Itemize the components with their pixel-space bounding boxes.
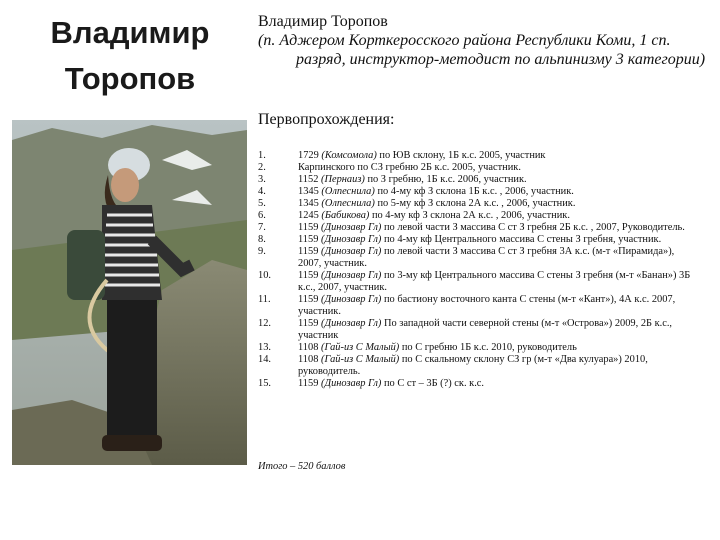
list-item [258,150,698,162]
list-item [258,270,698,294]
section-title: Первопрохождения: [258,111,395,128]
list-item-text: 1245 (Бабикова) по 4-му кф З склона 2А к.с. , 2006, участник. [298,210,570,221]
list-item-number: 4. [258,186,266,197]
list-item-number: 13. [258,342,271,353]
person-description: (п. Аджером Корткеросского района Республики Коми, 1 сп. разряд, инструктор-методист по альпинизму 3 категории) [258,32,706,68]
routes-list [258,150,698,390]
list-item-text: 1159 (Динозавр Гл) по левой части З массива С ст З гребня 3А к.с. (м-т «Пирамида»), 2007, участник. [298,246,675,269]
list-item [258,342,698,354]
list-item-number: 7. [258,222,266,233]
list-item [258,186,698,198]
list-item-text: 1159 (Динозавр Гл) по 3-му кф Центрального массива С стены З гребня (м-т «Банан») 3Б к.с., 2007, участник. [298,270,691,293]
list-item [258,174,698,186]
list-item [258,210,698,222]
climber-legs [107,300,157,440]
list-item-text: 1345 (Олпеснила) по 5-му кф З склона 2А к.с. , 2006, участник. [298,198,576,209]
list-item-text: Карпинского по СЗ гребню 2Б к.с. 2005, участник. [298,162,521,173]
list-item-text: 1152 (Пернаиз) по З гребню, 1Б к.с. 2006, участник. [298,174,527,185]
climber-photo [12,120,247,465]
slide-title-line1: Владимир [50,15,210,50]
list-item [258,162,698,174]
list-item-text: 1159 (Динозавр Гл) По западной части северной стены (м-т «Острова») 2009, 2Б к.с., участник [298,318,673,341]
list-item-number: 2. [258,162,266,173]
list-item-number: 1. [258,150,266,161]
list-item-text: 1159 (Динозавр Гл) по левой части З массива С ст З гребня 2Б к.с. , 2007, Руководитель. [298,222,685,233]
list-item [258,234,698,246]
list-item-text: 1729 (Комсомола) по ЮВ склону, 1Б к.с. 2005, участник [298,150,546,161]
list-item-number: 8. [258,234,266,245]
list-item-number: 15. [258,378,271,389]
list-item-number: 9. [258,246,266,257]
list-item-text: 1108 (Гай-из С Малый) по С скальному склону СЗ гр (м-т «Два кулуара») 2010, руководитель. [298,354,648,377]
person-name: Владимир Торопов [258,13,388,30]
list-item-number: 6. [258,210,266,221]
slide-title-line2: Торопов [64,61,196,96]
list-item [258,198,698,210]
list-item [258,354,698,378]
list-item [258,222,698,234]
list-item [258,318,698,342]
person-header [258,12,708,69]
list-item-number: 10. [258,270,271,281]
list-item [258,294,698,318]
list-item-text: 1159 (Динозавр Гл) по С ст – 3Б (?) ск. к.с. [298,378,485,389]
climber-face [111,168,139,202]
list-item-text: 1159 (Динозавр Гл) по бастиону восточного канта С стены (м-т «Кант»), 4А к.с. 2007, участник. [298,294,676,317]
total-score: Итого – 520 баллов [258,461,346,472]
list-item-text: 1345 (Олпеснила) по 4-му кф З склона 1Б к.с. , 2006, участник. [298,186,574,197]
list-item [258,378,698,390]
list-item-number: 14. [258,354,271,365]
climber-boots [102,435,162,451]
list-item-number: 5. [258,198,266,209]
list-item-text: 1159 (Динозавр Гл) по 4-му кф Центрального массива С стены З гребня, участник. [298,234,662,245]
list-item-text: 1108 (Гай-из С Малый) по С гребню 1Б к.с. 2010, руководитель [298,342,577,353]
list-item [258,246,698,270]
list-item-number: 11. [258,294,271,305]
slide-title [20,10,240,102]
list-item-number: 3. [258,174,266,185]
list-item-number: 12. [258,318,271,329]
